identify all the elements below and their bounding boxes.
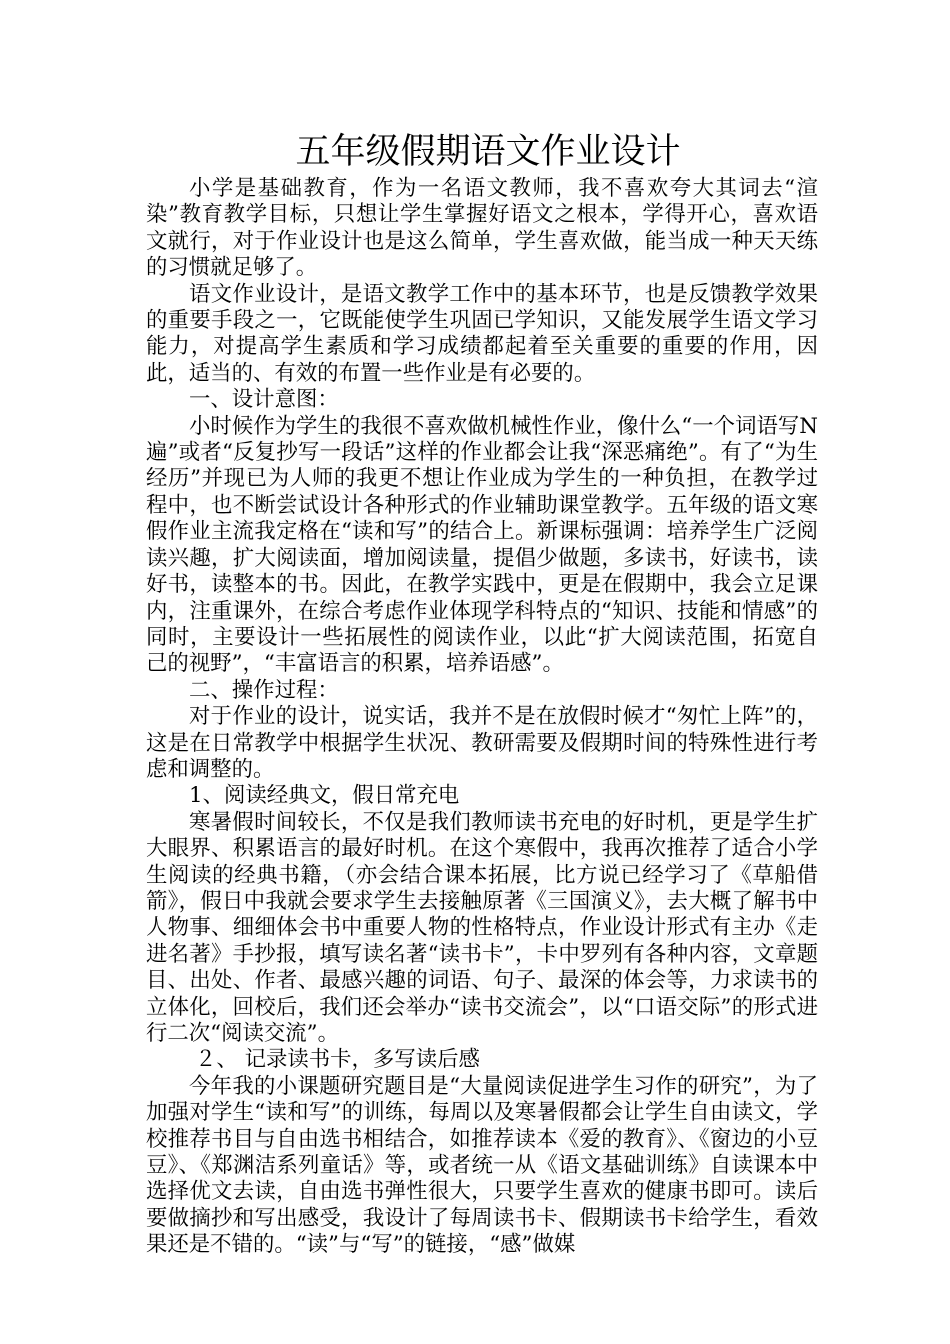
paragraph-intro: 小学是基础教育，作为一名语文教师，我不喜欢夸大其词去“渲染”教育教学目标，只想让学生掌握好语文之根本，学得开心，喜欢语文就行，对于作业设计也是这么简单，学生喜欢做，能当成一种天天练的习惯就足够了。 <box>146 176 818 281</box>
paragraph-process: 对于作业的设计，说实话，我并不是在放假时候才“匆忙上阵”的，这是在日常教学中根据学生状况、教研需要及假期时间的特殊性进行考虑和调整的。 <box>146 704 818 782</box>
paragraph-reading-classics: 寒暑假时间较长，不仅是我们教师读书充电的好时机，更是学生扩大眼界、积累语言的最好时机。在这个寒假中，我再次推荐了适合小学生阅读的经典书籍，（亦会结合课本拓展，比方说已经学习了《草船借箭》，假日中我就会要求学生去接触原著《三国演义》，去大概了解书中人物事、细细体会书中重要人物的性格特点，作业设计形式有主办《走进名著》手抄报，填写读名著“读书卡”，卡中罗列有各种内容，文章题目、出处、作者、最感兴趣的词语、句子、最深的体会等，力求读书的立体化，回校后，我们还会举办“读书交流会”，以“口语交际”的形式进行二次“阅读交流”。 <box>146 809 818 1046</box>
section-heading-design-intent: 一、设计意图： <box>189 387 339 413</box>
paragraph-purpose: 语文作业设计，是语文教学工作中的基本环节，也是反馈教学效果的重要手段之一，它既能使学生巩固已学知识，又能发展学生语文学习能力，对提高学生素质和学习成绩都起着至关重要的重要的作用，因此，适当的、有效的布置一些作业是有必要的。 <box>146 281 818 386</box>
subheading-reading-classics: 1、阅读经典文，假日常充电 <box>189 783 460 809</box>
section-heading-process: 二、操作过程： <box>189 677 339 703</box>
paragraph-reading-cards: 今年我的小课题研究题目是“大量阅读促进学生习作的研究”，为了加强对学生“读和写”的训练，每周以及寒暑假都会让学生自由读文，学校推荐书目与自由选书相结合，如推荐读本《爱的教育》、《窗边的小豆豆》、《郑渊洁系列童话》等，或者统一从《语文基础训练》自读课本中选择优文去读，自由选书弹性很大，只要学生喜欢的健康书即可。读后要做摘抄和写出感受，我设计了每周读书卡、假期读书卡给学生，看效果还是不错的。“读”与“写”的链接，“感”做媒 <box>146 1073 818 1258</box>
document-title: 五年级假期语文作业设计 <box>295 132 681 172</box>
document-page <box>146 128 818 1259</box>
subheading-reading-cards: ２、 记录读书卡，多写读后感 <box>195 1047 480 1073</box>
paragraph-design-intent: 小时候作为学生的我很不喜欢做机械性作业，像什么“一个词语写N遍”或者“反复抄写一段话”这样的作业都会让我“深恶痛绝”。有了“为生经历”并现已为人师的我更不想让作业成为学生的一种负担，在教学过程中，也不断尝试设计各种形式的作业辅助课堂教学。五年级的语文寒假作业主流我定格在“读和写”的结合上。新课标强调：培养学生广泛阅读兴趣，扩大阅读面，增加阅读量，提倡少做题，多读书，好读书，读好书，读整本的书。因此，在教学实践中，更是在假期中，我会立足课内，注重课外，在综合考虑作业体现学科特点的“知识、技能和情感”的同时，主要设计一些拓展性的阅读作业，以此“扩大阅读范围，拓宽自己的视野”，“丰富语言的积累，培养语感”。 <box>146 413 818 677</box>
